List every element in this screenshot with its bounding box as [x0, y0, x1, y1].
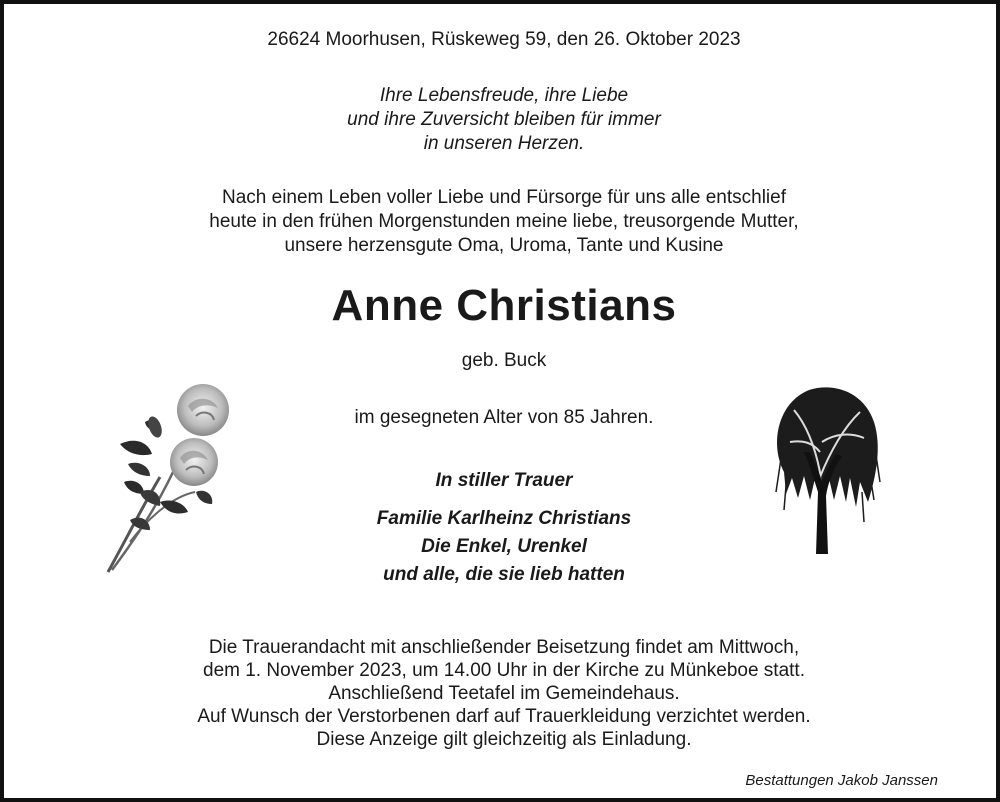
age-line: im gesegneten Alter von 85 Jahren. — [354, 407, 654, 428]
service-line-2: dem 1. November 2023, um 14.00 Uhr in der Kirche zu Münkeboe statt. — [203, 660, 805, 681]
intro-line-2: heute in den frühen Morgenstunden meine liebe, treusorgende Mutter, — [209, 211, 799, 232]
verse-line-1: Ihre Lebensfreude, ihre Liebe — [379, 85, 629, 106]
birth-name: geb. Buck — [461, 350, 547, 371]
weeping-willow-icon — [764, 382, 884, 554]
verse-line-3: in unseren Herzen. — [423, 133, 585, 154]
mourner-line-3: und alle, die sie lieb hatten — [383, 564, 625, 585]
service-line-3: Anschließend Teetafel im Gemeindehaus. — [328, 683, 680, 704]
service-line-5: Diese Anzeige gilt gleichzeitig als Einladung. — [316, 729, 692, 750]
undertaker-signature: Bestattungen Jakob Janssen — [745, 772, 938, 789]
rose-icon — [100, 382, 240, 582]
service-line-4: Auf Wunsch der Verstorbenen darf auf Trauerkleidung verzichtet werden. — [197, 706, 811, 727]
intro-line-3: unsere herzensgute Oma, Uroma, Tante und Kusine — [284, 235, 724, 256]
verse-line-2: und ihre Zuversicht bleiben für immer — [347, 109, 661, 130]
mourning-title: In stiller Trauer — [435, 470, 573, 491]
intro-line-1: Nach einem Leben voller Liebe und Fürsorge für uns alle entschlief — [222, 187, 786, 208]
mourner-line-2: Die Enkel, Urenkel — [421, 536, 587, 557]
location-date-line: 26624 Moorhusen, Rüskeweg 59, den 26. Oktober 2023 — [267, 29, 741, 50]
mourner-line-1: Familie Karlheinz Christians — [376, 508, 632, 529]
service-line-1: Die Trauerandacht mit anschließender Beisetzung findet am Mittwoch, — [208, 637, 800, 658]
deceased-name: Anne Christians — [331, 281, 677, 330]
